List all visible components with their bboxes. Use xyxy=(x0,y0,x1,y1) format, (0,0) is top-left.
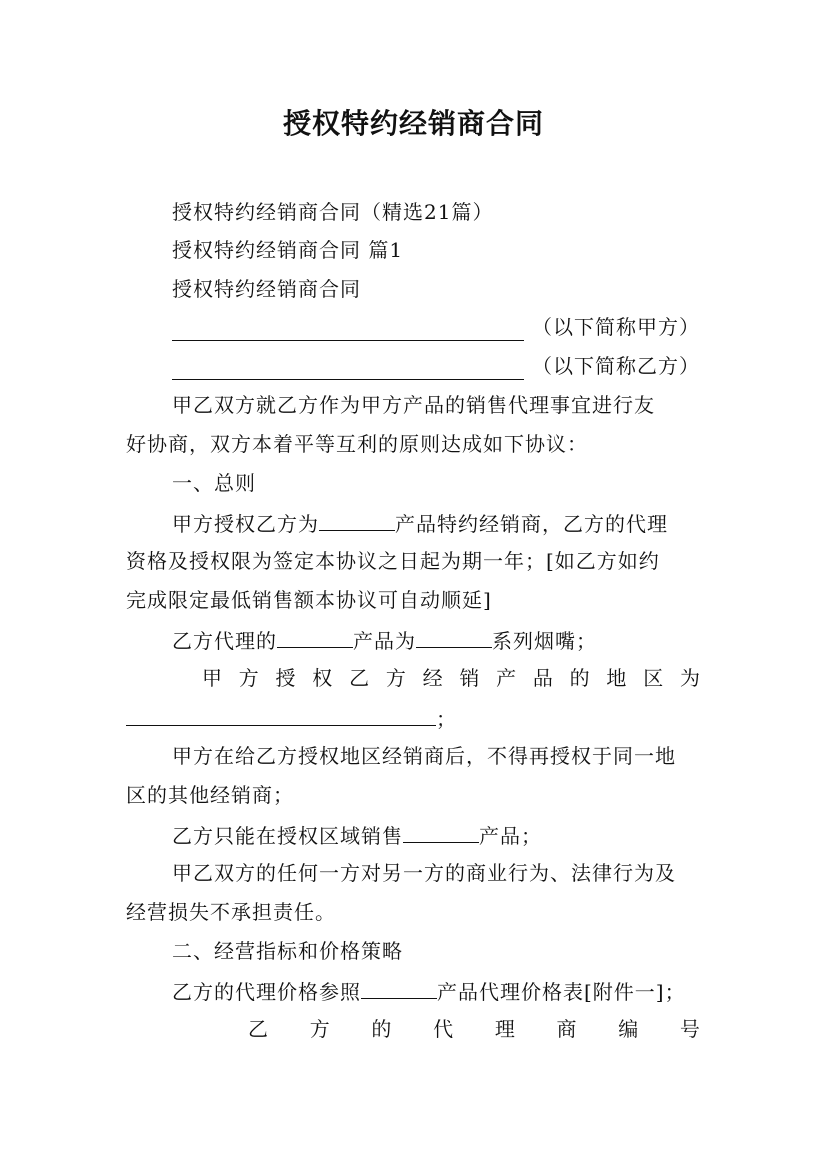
section-heading-pricing: 二、经营指标和价格策略 xyxy=(172,939,403,963)
clause-sales-area xyxy=(126,820,701,850)
clause-region-line-2 xyxy=(126,703,701,733)
party-a-blank xyxy=(172,318,524,341)
section-heading-general: 一、总则 xyxy=(172,471,256,495)
agent-char: 编 xyxy=(618,1017,640,1041)
clause-agent-number xyxy=(126,1015,701,1043)
clause-text: 乙方的代理价格参照 xyxy=(172,980,361,1004)
region-char: 为 xyxy=(679,666,701,690)
agent-char: 代 xyxy=(433,1017,455,1041)
agent-char: 方 xyxy=(309,1017,331,1041)
clause-authorization-line-3: 完成限定最低销售额本协议可自动顺延] xyxy=(126,588,492,612)
agent-char: 乙 xyxy=(248,1017,269,1041)
subtitle-collection: 授权特约经销商合同（精选21篇） xyxy=(172,200,494,224)
clause-text: 系列烟嘴； xyxy=(492,629,597,653)
clause-products xyxy=(126,625,701,655)
region-char: 方 xyxy=(385,666,407,690)
agent-char: 号 xyxy=(679,1017,701,1041)
clause-exclusivity-line-1: 甲方在给乙方授权地区经销商后，不得再授权于同一地 xyxy=(172,744,676,768)
clause-region-line-1 xyxy=(126,664,701,692)
agent-char: 商 xyxy=(556,1017,578,1041)
clause-authorization-line-1 xyxy=(126,508,701,538)
region-char: 品 xyxy=(532,666,554,690)
region-char: 产 xyxy=(496,666,518,690)
region-char: 方 xyxy=(238,666,260,690)
party-a-label: （以下简称甲方） xyxy=(532,315,700,339)
clause-text: 乙方代理的 xyxy=(172,629,277,653)
clause-liability-line-1: 甲乙双方的任何一方对另一方的商业行为、法律行为及 xyxy=(172,861,676,885)
paragraph-intro-line-1: 甲乙双方就乙方作为甲方产品的销售代理事宜进行友 xyxy=(172,393,655,417)
clause-pricing xyxy=(126,976,701,1006)
region-char: 授 xyxy=(275,666,297,690)
party-a-line xyxy=(126,313,701,341)
product-blank xyxy=(403,820,479,843)
clause-liability-line-2: 经营损失不承担责任。 xyxy=(126,900,336,924)
clause-exclusivity-line-2: 区的其他经销商； xyxy=(126,783,294,807)
region-blank xyxy=(126,703,436,726)
clause-text: 乙方只能在授权区域销售 xyxy=(172,824,403,848)
region-char: 地 xyxy=(606,666,628,690)
region-char: 的 xyxy=(569,666,591,690)
series-blank xyxy=(416,625,492,648)
agent-char: 理 xyxy=(494,1017,516,1041)
paragraph-intro-line-2: 好协商，双方本着平等互利的原则达成如下协议： xyxy=(126,432,588,456)
clause-text: 产品特约经销商，乙方的代理 xyxy=(395,512,668,536)
product-blank xyxy=(361,976,437,999)
subtitle-part-1: 授权特约经销商合同 篇1 xyxy=(172,238,404,262)
agent-char: 的 xyxy=(371,1017,393,1041)
product-blank xyxy=(319,508,395,531)
clause-text: 产品代理价格表[附件一]； xyxy=(437,980,686,1004)
region-char: 销 xyxy=(459,666,481,690)
clause-authorization-line-2: 资格及授权限为签定本协议之日起为期一年；[如乙方如约 xyxy=(126,549,660,573)
region-char: 区 xyxy=(643,666,665,690)
region-char: 甲 xyxy=(202,666,223,690)
region-char: 权 xyxy=(312,666,334,690)
clause-text: ； xyxy=(436,707,457,731)
clause-text: 产品为 xyxy=(353,629,416,653)
contract-heading: 授权特约经销商合同 xyxy=(172,277,361,301)
region-char: 经 xyxy=(422,666,444,690)
region-char: 乙 xyxy=(349,666,371,690)
clause-text: 甲方授权乙方为 xyxy=(172,512,319,536)
document-title: 授权特约经销商合同 xyxy=(282,107,544,140)
party-b-label: （以下简称乙方） xyxy=(532,354,700,378)
product-blank xyxy=(277,625,353,648)
party-b-blank xyxy=(172,357,524,380)
clause-text: 产品； xyxy=(479,824,542,848)
party-b-line xyxy=(126,352,701,380)
